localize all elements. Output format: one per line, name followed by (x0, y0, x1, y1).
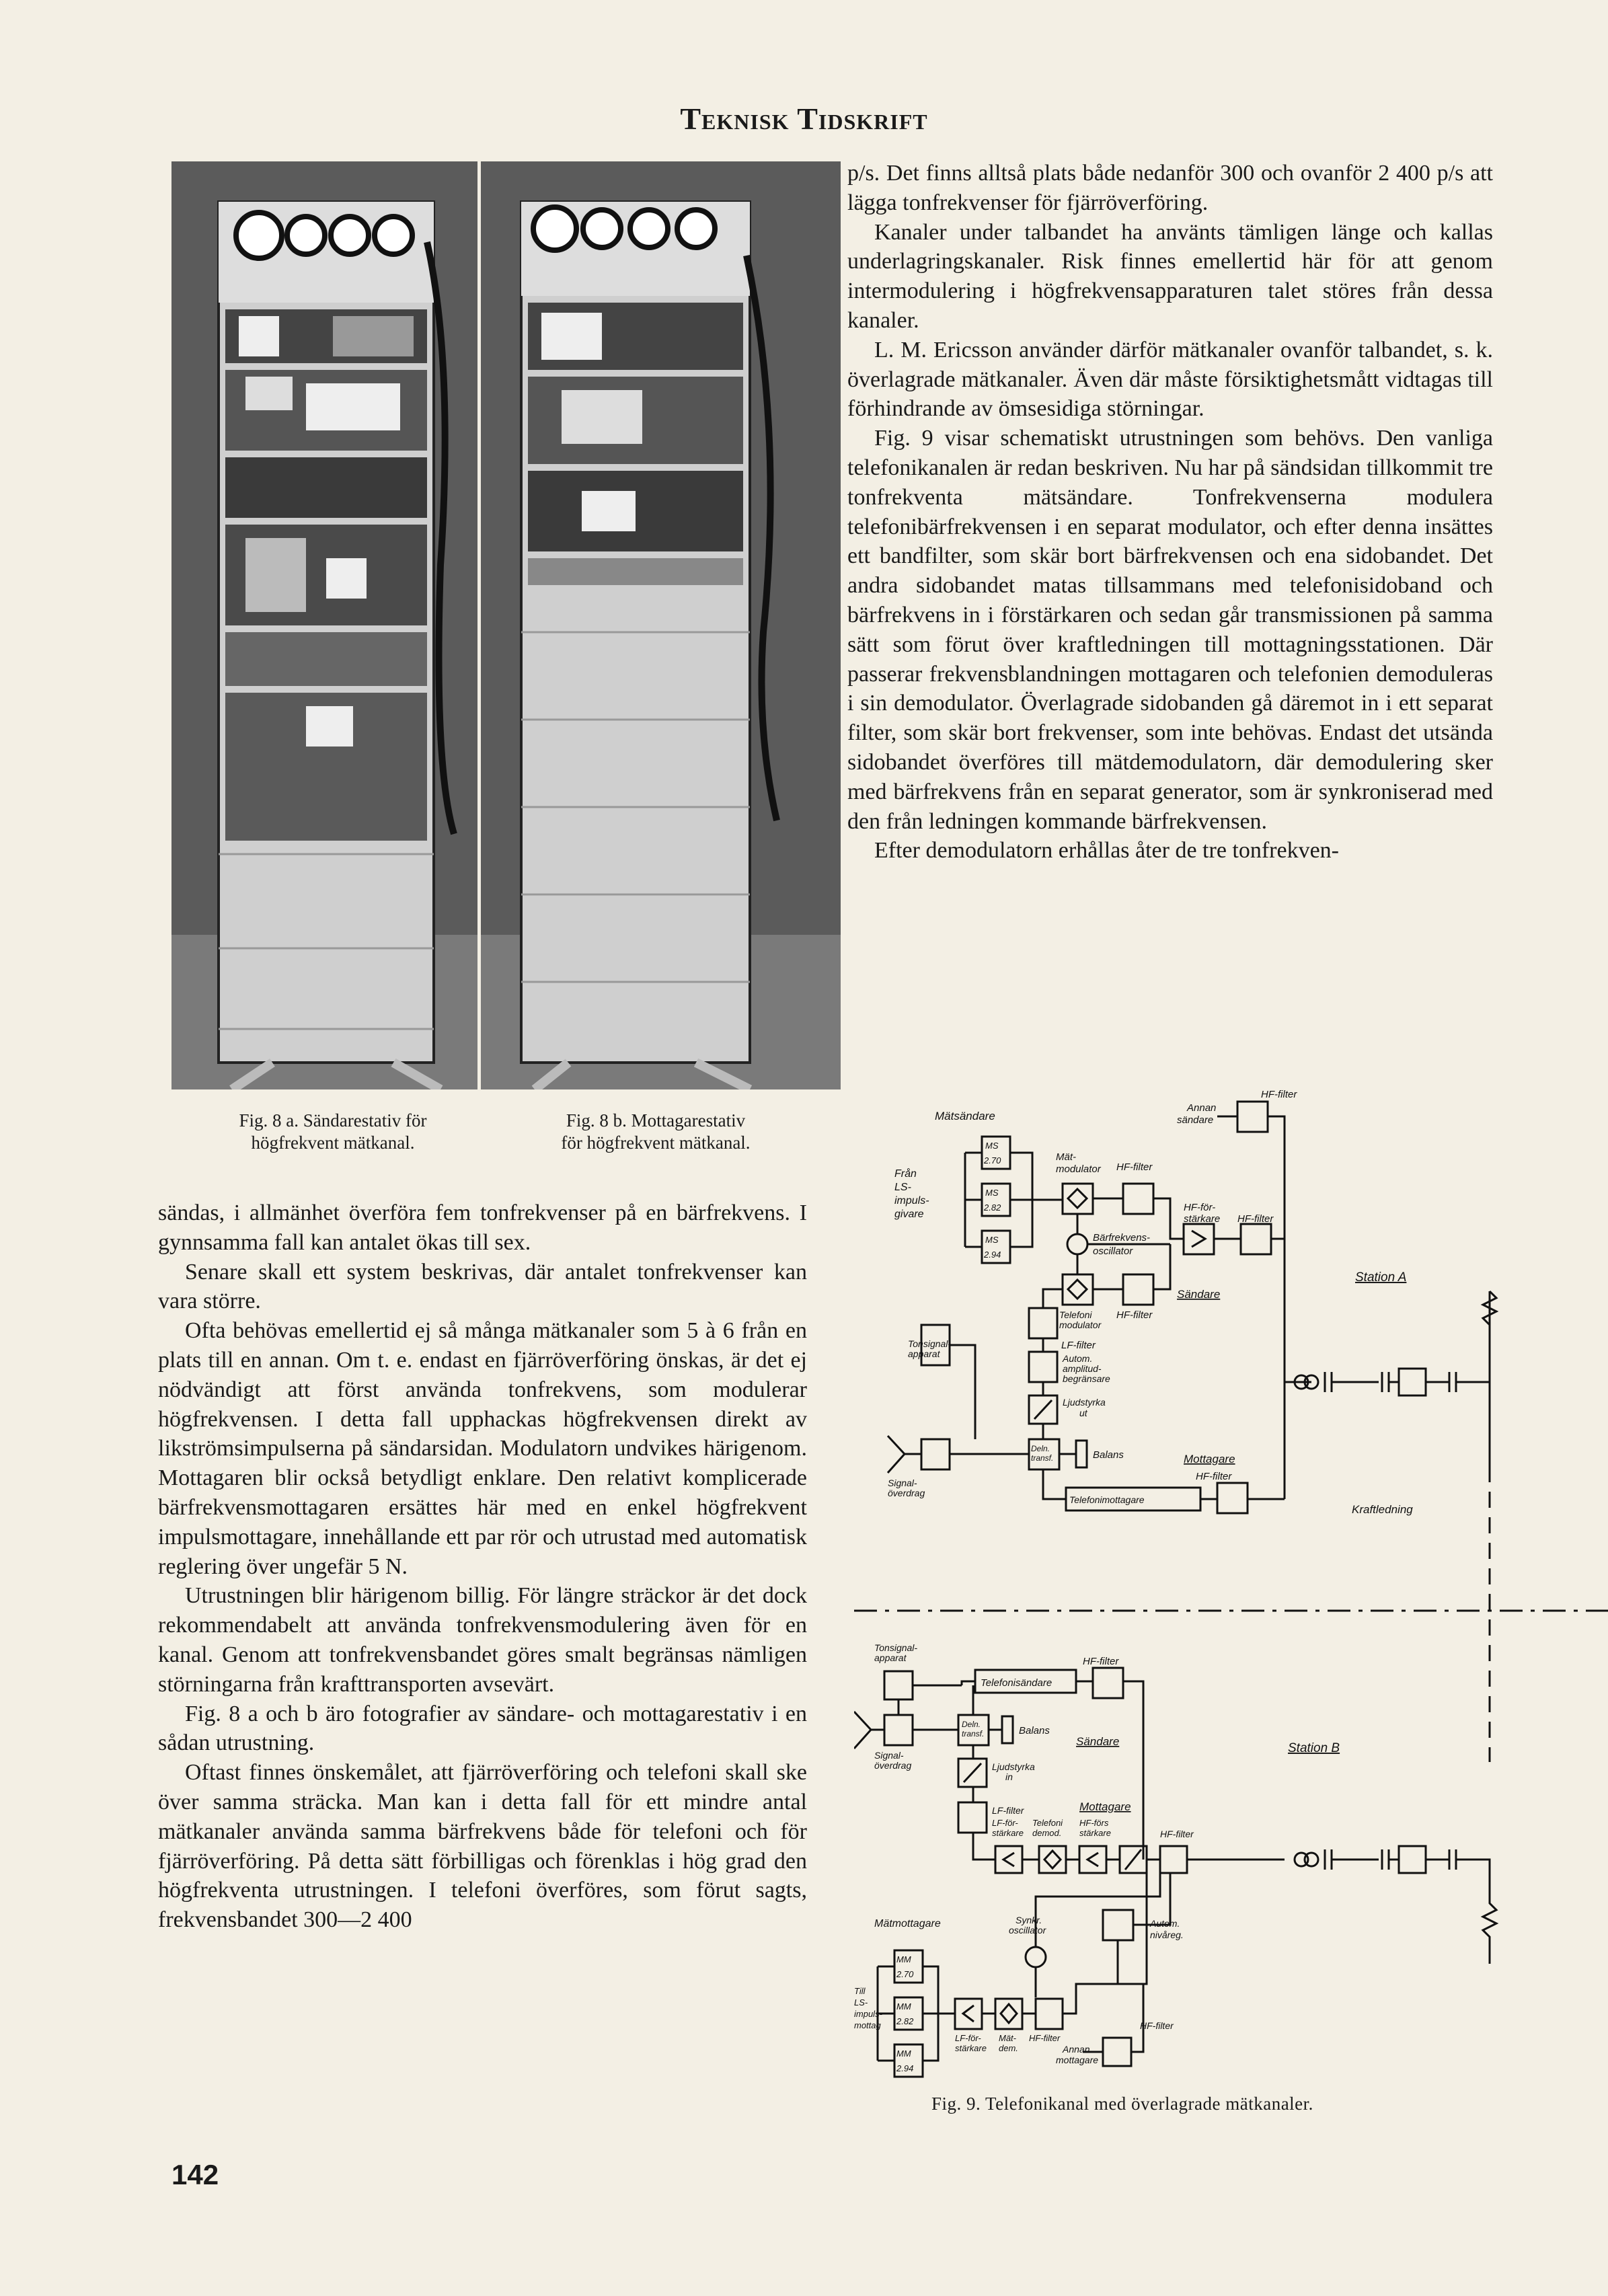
label-b-telefoni: Telefoni (1032, 1818, 1063, 1828)
photo-fig8b (481, 161, 841, 1089)
label-mottagare-a: Mottagare (1184, 1453, 1235, 1465)
label-hf-filter-5: HF-filter (1196, 1471, 1232, 1482)
label-hf-filter-1: HF-filter (1116, 1161, 1153, 1173)
label-mottagare-b: Mottagare (1079, 1800, 1131, 1813)
label-station-b: Station B (1288, 1741, 1340, 1755)
paragraph: p/s. Det finns alltså plats både nedanför 300 och ovanför 2 400 p/s att lägga tonfrekvenser för fjärröverföring. (847, 161, 1493, 215)
label-b-tonsignal: Tonsignal- (874, 1642, 918, 1653)
label-mottag: mottag (854, 2020, 881, 2030)
label-annan: Annan (1187, 1102, 1217, 1114)
label-b-in: in (1005, 1771, 1013, 1782)
label-apparat: apparat (908, 1348, 940, 1359)
paragraph: Utrustningen blir härigenom billig. För längre sträckor är det dock rekommendabelt att använda tonfrekvensmodulering även för en kanal. Genom att tonfrekvensbandet göres smalt begränsas nämligen störningarna från krafttransporten avsevärt. (158, 1583, 807, 1697)
paragraph: Oftast finnes önskemålet, att fjärröverföring och telefoni skall ske över samma sträcka. Man kan i detta fall för ett mindre antal mätkanaler använda samma bärfrekvens både för telefoni och för fjärröverföring. På detta sätt förbilligas och förenklas i hög grad den högfrekventa utrustningen. I telefoni överföres, som förut sagts, frekvensbandet 300—2 400 (158, 1760, 807, 1933)
label-b-signal: Signal- (874, 1750, 904, 1761)
label-telefonisandare: Telefonisändare (981, 1677, 1052, 1689)
label-amplitud: amplitud- (1063, 1363, 1102, 1374)
label-b-lf-starkare: stärkare (992, 1828, 1024, 1838)
label-ut: ut (1079, 1408, 1087, 1418)
label-b-autom: Autom. (1150, 1918, 1180, 1929)
label-mm2: MM (896, 2001, 911, 2012)
fig9-caption: Fig. 9. Telefonikanal med överlagrade mätkanaler. (931, 2094, 1313, 2114)
label-barfrekvens: Bärfrekvens- (1093, 1232, 1151, 1243)
label-mm2-freq: 2.82 (896, 2016, 914, 2026)
label-b-annan: Annan (1063, 2044, 1090, 2055)
label-ms3-freq: 2.94 (984, 1250, 1001, 1260)
label-tonsignal: Tonsignal- (908, 1338, 952, 1349)
label-sandare-annan: sändare (1177, 1114, 1214, 1126)
label-hf-filter-4: HF-filter (1116, 1309, 1153, 1321)
label-telefoni: Telefoni (1059, 1309, 1092, 1320)
fig9-block-diagram (854, 1089, 1608, 2092)
paragraph: L. M. Ericsson använder därför mätkanaler ovanför talbandet, s. k. överlagrade mätkanaler. Även där måste försiktighetsmått vidtagas till förhindrande av ömsesidiga störningar. (847, 337, 1493, 422)
label-b-lf-starkare-2: stärkare (955, 2043, 987, 2053)
label-b-lf-for: LF-för- (992, 1818, 1018, 1828)
label-oscillator: oscillator (1093, 1246, 1133, 1257)
label-b-lf-for-2: LF-för- (955, 2033, 981, 2043)
label-signal: Signal- (888, 1478, 917, 1488)
fig8b-caption: Fig. 8 b. Mottagarestativ för högfrekvent mätkanal. (561, 1110, 751, 1153)
label-hf-forst: HF-för- (1184, 1202, 1216, 1213)
label-mm3: MM (896, 2049, 911, 2059)
label-b-hf-filter-3: HF-filter (1029, 2033, 1061, 2043)
label-ljudstyrka: Ljudstyrka (1063, 1397, 1106, 1408)
label-b-lf-filter: LF-filter (992, 1805, 1024, 1816)
label-mm1: MM (896, 1954, 911, 1964)
label-ms1: MS (985, 1141, 999, 1151)
label-b-overdrag: överdrag (874, 1760, 912, 1771)
label-b-transf: transf. (962, 1729, 985, 1738)
label-fran: Från (894, 1168, 917, 1180)
label-sandare-b: Sändare (1076, 1735, 1120, 1748)
label-b-hf-filter-1: HF-filter (1083, 1656, 1119, 1667)
label-till: Till (854, 1986, 866, 1996)
paragraph: Efter demodulatorn erhållas åter de tre tonfrekven- (874, 838, 1340, 864)
left-column-text (158, 1198, 807, 1935)
label-ms2-freq: 2.82 (984, 1202, 1001, 1213)
label-mat: Mät- (1056, 1151, 1076, 1163)
label-b-annan-mottagare: mottagare (1056, 2055, 1099, 2065)
label-deln: Deln. (1031, 1444, 1050, 1453)
label-overdrag: överdrag (888, 1488, 925, 1498)
label-ms1-freq: 2.70 (984, 1155, 1001, 1165)
label-hf-filter-3: HF-filter (1261, 1089, 1297, 1100)
label-station-a: Station A (1355, 1270, 1407, 1285)
label-b-deln: Deln. (962, 1720, 981, 1729)
photo-fig8a (171, 161, 477, 1089)
label-telefoni-modulator: modulator (1059, 1319, 1102, 1330)
paragraph: Fig. 8 a och b äro fotografier av sändare- och mottagarestativ i en sådan utrustning. (158, 1701, 807, 1756)
label-synkr: Synkr. (1016, 1915, 1042, 1925)
journal-title: Teknisk Tidskrift (680, 102, 928, 136)
label-transf: transf. (1031, 1453, 1054, 1463)
label-impuls: impuls- (894, 1195, 929, 1207)
label-b-mat: Mät- (999, 2033, 1016, 2043)
label-givare: givare (894, 1209, 924, 1220)
label-b-hf-filter-4: HF-filter (1140, 2020, 1174, 2031)
paragraph: Fig. 9 visar schematiskt utrustningen som behövs. Den vanliga telefonikanalen är redan beskriven. Nu har på sändsidan tillkommit tre tonfrekventa mätsändare. Tonfrekvenserna modulera telefonibärfrekvensen i en separat modulator, och efter denna insättes ett bandfilter, som skär bort bärfrekvensen och ena sidobandet. Det andra sidobandet matas tillsammans med telefonisidoband och bärfrekvens in i förstärkaren och sedan går transmissionen på samma sätt som förut över kraftledningen till mottagningsstationen. Där passerar frekvensblandningen mottagaren och telefonien demoduleras i sin demodulator. Överlagrade sidobanden gå däremot in i ett separat filter, som skär bort frekvenser, som inte behövas. Endast det utsända sidobandet överföres till mätdemodulatorn, där demodulering sker med bärfrekvens från en separat generator, som är synkroniserad med den från ledningen kommande bärfrekvensen. (847, 426, 1493, 834)
label-b-apparat: apparat (874, 1652, 907, 1663)
label-ls: LS- (894, 1182, 911, 1193)
label-b-ljudstyrka: Ljudstyrka (992, 1761, 1035, 1772)
paragraph: Ofta behövas emellertid ej så många mätkanaler som 5 à 6 från en plats till en annan. Om t. e. endast en fjärröverföring önskas, är det ej nödvändigt att först använda tonfrekvens, som modulerar högfrekvensen. I detta fall upphackas högfrekvensen direkt av likströmsimpulserna på sändarsidan. Modulatorn undvikes härigenom. Mottagaren blir också betydligt enklare. Den relativt komplicerade bärfrekvensmottagaren ersättes här med en enkel högfrekvent impulsmottagare, innehållande ett par rör och utrustad med automatisk reglering över ungefär 5 N. (158, 1318, 807, 1579)
label-nivareg: nivåreg. (1150, 1929, 1184, 1940)
label-mm1-freq: 2.70 (896, 1969, 914, 1979)
label-lf-filter: LF-filter (1061, 1340, 1096, 1351)
label-ms3: MS (985, 1235, 999, 1245)
label-sandare-a: Sändare (1177, 1288, 1221, 1301)
label-b-balans: Balans (1019, 1725, 1050, 1736)
paragraph: Kanaler under talbandet ha använts tämligen länge och kallas underlagringskanaler. Risk finnes emellertid här för att genom intermodulering i högfrekvensapparaturen talet störes från dessa kanaler. (847, 219, 1493, 333)
label-b-hf-fors: HF-förs (1079, 1818, 1109, 1828)
label-begransare: begränsare (1063, 1373, 1110, 1384)
label-balans: Balans (1093, 1449, 1124, 1461)
page-number: 142 (171, 2159, 219, 2190)
label-synk-oscillator: oscillator (1009, 1925, 1046, 1936)
label-kraftledning: Kraftledning (1352, 1503, 1413, 1516)
label-till-ls: LS- (854, 1997, 868, 2007)
label-b-demod: demod. (1032, 1828, 1062, 1838)
label-hf-filter-2: HF-filter (1237, 1213, 1274, 1225)
label-telefonimottagare: Telefonimottagare (1069, 1494, 1145, 1505)
label-modulator: modulator (1056, 1163, 1101, 1175)
label-hf-starkare: stärkare (1184, 1213, 1221, 1225)
fig8a-caption: Fig. 8 a. Sändarestativ för högfrekvent mätkanal. (239, 1110, 427, 1153)
paragraph: sändas, i allmänhet överföra fem tonfrekvenser på en bärfrekvens. I gynnsamma fall kan antalet ökas till sex. (158, 1200, 807, 1255)
label-matmottagare: Mätmottagare (874, 1918, 941, 1929)
label-matsandare: Mätsändare (935, 1110, 995, 1122)
label-mm3-freq: 2.94 (896, 2063, 914, 2073)
label-b-hf-filter-2: HF-filter (1160, 1829, 1194, 1839)
paragraph: Senare skall ett system beskrivas, där antalet tonfrekvenser kan vara större. (158, 1259, 807, 1314)
right-column-text (847, 159, 1493, 866)
label-b-mat-dem: dem. (999, 2043, 1018, 2053)
label-autom: Autom. (1063, 1353, 1093, 1364)
label-ms2: MS (985, 1188, 999, 1198)
label-till-impuls: impuls- (854, 2009, 882, 2019)
label-b-hf-starkare: stärkare (1079, 1828, 1111, 1838)
